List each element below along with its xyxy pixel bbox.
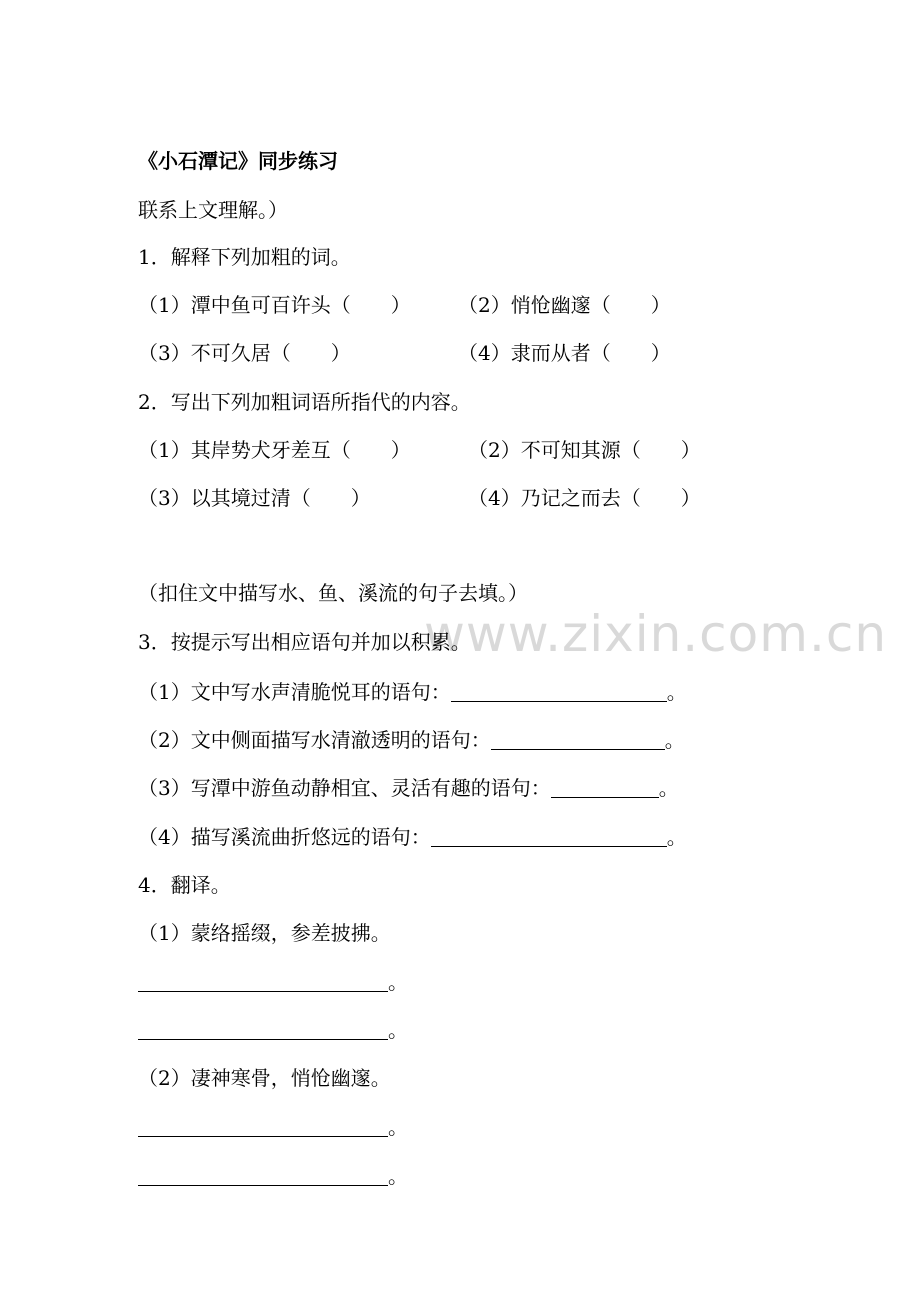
q1-item-3: （3）不可久居（ ）	[138, 341, 351, 365]
translation-line-1	[138, 967, 408, 997]
page-title: 《小石潭记》同步练习	[138, 149, 338, 173]
period: 。	[664, 728, 685, 752]
answer-blank[interactable]	[491, 729, 665, 750]
q1-item-1: （1）潭中鱼可百许头（ ）	[138, 293, 411, 317]
period: 。	[388, 1115, 408, 1139]
q2-item-1: （1）其岸势犬牙差互（ ）	[138, 438, 411, 462]
question-4-item-1: （1）蒙络摇缀，参差披拂。	[138, 921, 391, 945]
period: 。	[388, 970, 408, 994]
answer-blank[interactable]	[431, 826, 667, 847]
question-3-heading: 3．按提示写出相应语句并加以积累。	[138, 630, 471, 654]
question-1-row-2	[138, 338, 838, 368]
question-2-row-1	[138, 435, 838, 465]
q1-item-4: （4）隶而从者（ ）	[458, 341, 671, 365]
period: 。	[658, 776, 679, 800]
answer-blank[interactable]	[138, 971, 388, 992]
q2-item-4: （4）乃记之而去（ ）	[468, 486, 701, 510]
q2-item-3: （3）以其境过清（ ）	[138, 486, 371, 510]
question-2-row-2	[138, 483, 838, 513]
translation-line-2	[138, 1015, 408, 1045]
translation-line-3	[138, 1112, 408, 1142]
hint-text: （扣住文中描写水、鱼、溪流的句子去填。）	[138, 581, 528, 605]
period: 。	[666, 680, 687, 704]
answer-blank[interactable]	[138, 1019, 388, 1040]
question-3-item-1	[138, 677, 687, 707]
q3-item-3-label: （3）写潭中游鱼动静相宜、灵活有趣的语句：	[138, 776, 551, 800]
period: 。	[388, 1164, 408, 1188]
question-1-row-1	[138, 290, 838, 320]
answer-blank[interactable]	[551, 777, 659, 798]
q1-item-2: （2）悄怆幽邃（ ）	[458, 293, 671, 317]
q3-item-4-label: （4）描写溪流曲折悠远的语句：	[138, 825, 431, 849]
period: 。	[666, 825, 687, 849]
answer-blank[interactable]	[451, 681, 667, 702]
question-1-heading: 1．解释下列加粗的词。	[138, 245, 351, 269]
question-3-item-3	[138, 773, 679, 803]
question-4-item-2: （2）凄神寒骨，悄怆幽邃。	[138, 1066, 391, 1090]
q3-item-2-label: （2）文中侧面描写水清澈透明的语句：	[138, 728, 491, 752]
intro-text: 联系上文理解。）	[138, 198, 288, 222]
question-2-heading: 2．写出下列加粗词语所指代的内容。	[138, 390, 471, 414]
period: 。	[388, 1018, 408, 1042]
q2-item-2: （2）不可知其源（ ）	[468, 438, 701, 462]
answer-blank[interactable]	[138, 1116, 388, 1137]
answer-blank[interactable]	[138, 1165, 388, 1186]
question-4-heading: 4．翻译。	[138, 873, 231, 897]
watermark: www.zixin.com.cn	[424, 605, 888, 663]
q3-item-1-label: （1）文中写水声清脆悦耳的语句：	[138, 680, 451, 704]
question-3-item-4	[138, 822, 687, 852]
translation-line-4	[138, 1161, 408, 1191]
question-3-item-2	[138, 725, 685, 755]
